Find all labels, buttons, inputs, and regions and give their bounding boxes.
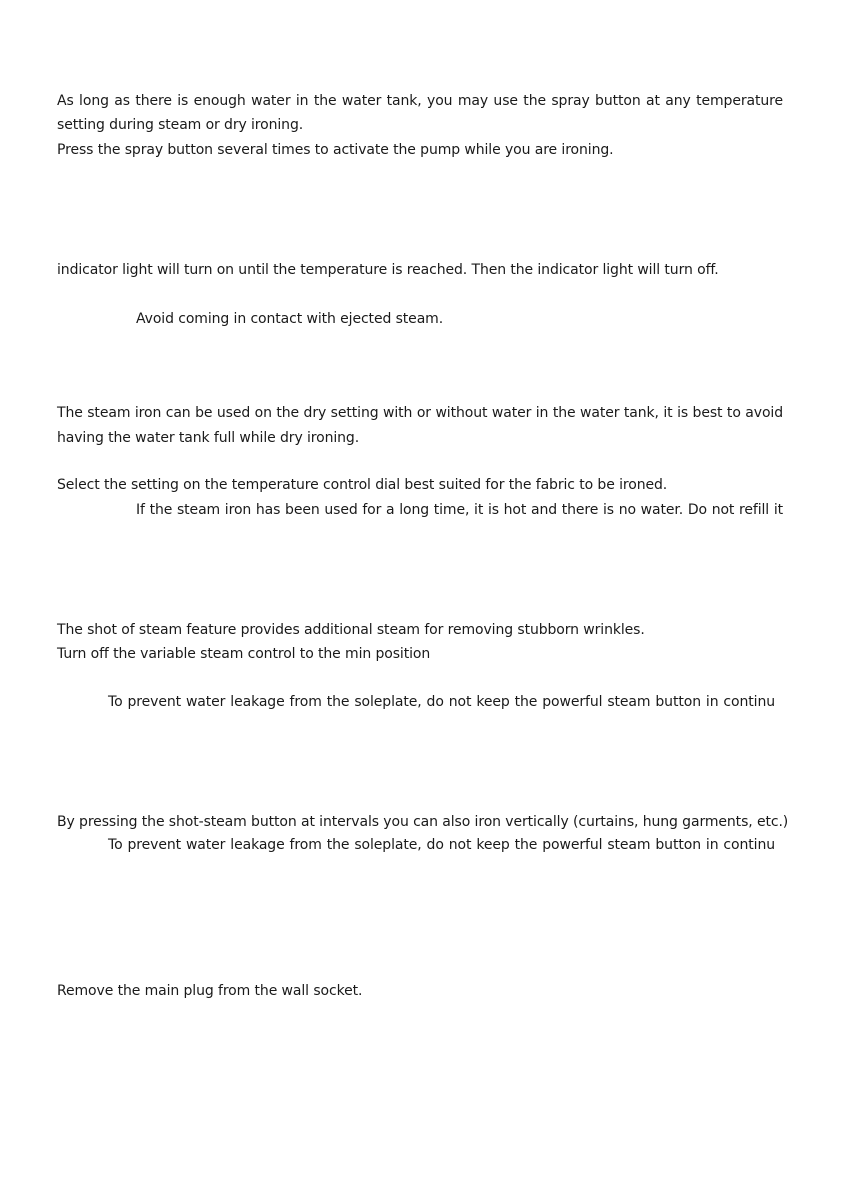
text-line-remove-plug: Remove the main plug from the wall socket. <box>57 983 363 999</box>
text-line-refill-warning: If the steam iron has been used for a long time, it is hot and there is no water. Do not refill it <box>136 502 783 518</box>
text-line-spray-press: Press the spray button several times to activate the pump while you are ironing. <box>57 142 614 158</box>
text-line-indicator-light: indicator light will turn on until the temperature is reached. Then the indicator light will turn off. <box>57 262 719 278</box>
text-line-leakage-warning-1: To prevent water leakage from the soleplate, do not keep the powerful steam button in continu <box>108 694 775 710</box>
text-line-spray-setting: setting during steam or dry ironing. <box>57 117 304 133</box>
text-line-leakage-warning-2: To prevent water leakage from the soleplate, do not keep the powerful steam button in continu <box>108 837 775 853</box>
text-line-spray-intro: As long as there is enough water in the water tank, you may use the spray button at any temperature <box>57 93 783 109</box>
text-line-dry-tank: having the water tank full while dry ironing. <box>57 430 360 446</box>
text-line-vertical-ironing: By pressing the shot-steam button at intervals you can also iron vertically (curtains, hung garments, etc.) <box>57 814 789 830</box>
text-line-temperature-dial: Select the setting on the temperature control dial best suited for the fabric to be ironed. <box>57 477 668 493</box>
text-line-steam-warning: Avoid coming in contact with ejected steam. <box>136 311 444 327</box>
text-line-dry-setting: The steam iron can be used on the dry setting with or without water in the water tank, it is best to avoid <box>57 405 783 421</box>
text-line-variable-steam: Turn off the variable steam control to the min position <box>57 646 431 662</box>
text-line-shot-steam: The shot of steam feature provides additional steam for removing stubborn wrinkles. <box>57 622 645 638</box>
